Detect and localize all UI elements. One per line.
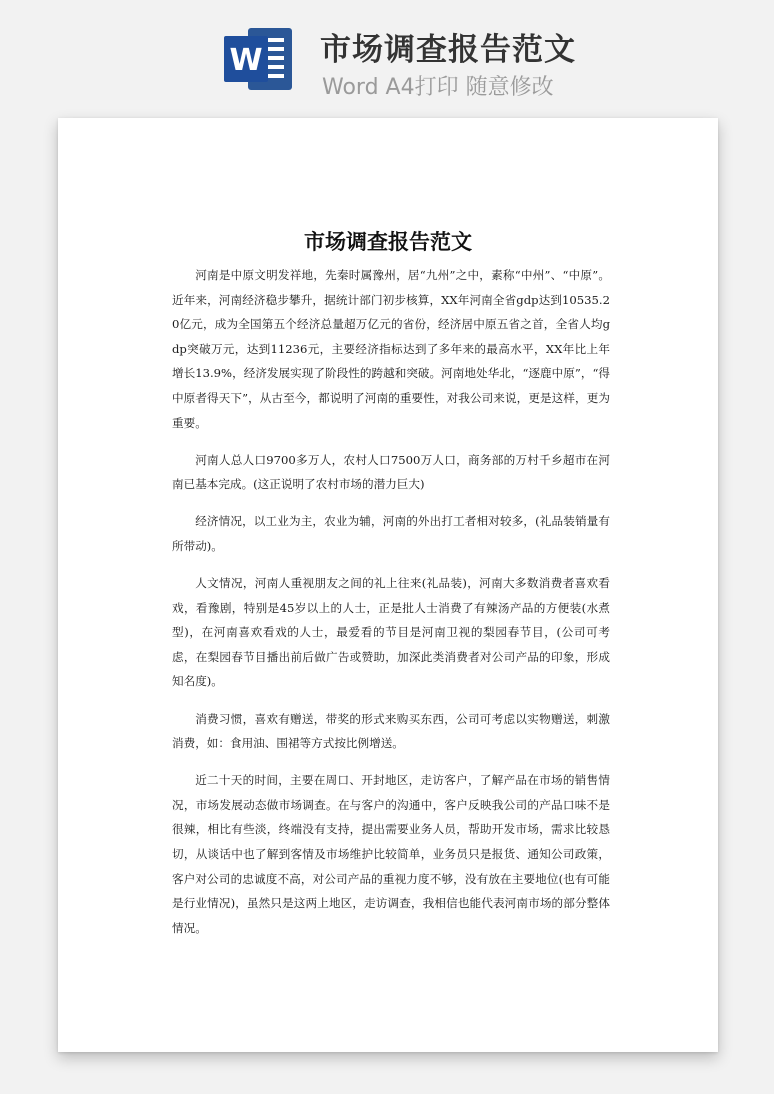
banner-title: 市场调查报告范文 bbox=[320, 32, 576, 68]
paragraph: 近二十天的时间，主要在周口、开封地区，走访客户，了解产品在市场的销售情况，市场发展动态做市场调查。在与客户的沟通中，客户反映我公司的产品口味不是很辣，相比有些淡，终端没有支持，提出需要业务人员，帮助开发市场，需求比较恳切，从谈话中也了解到客情及市场维护比较简单，业务员只是报货、通知公司政策，客户对公司的忠诚度不高，对公司产品的重视力度不够，没有放在主要地位(也有可能是行业情况)，虽然只是这两上地区，走访调查，我相信也能代表河南市场的部分整体情况。 bbox=[172, 773, 610, 935]
paragraph: 经济情况，以工业为主，农业为辅，河南的外出打工者相对较多，(礼品装销量有所带动)。 bbox=[172, 514, 610, 553]
word-logo-icon bbox=[222, 22, 294, 96]
word-logo-letter: W bbox=[229, 43, 263, 78]
paragraph: 河南是中原文明发祥地，先秦时属豫州，居“九州”之中，素称“中州”、“中原”。近年来，河南经济稳步攀升，据统计部门初步核算，XX年河南全省gdp达到10535.20亿元，成为全国第五个经济总量超万亿元的省份，经济居中原五省之首，全省人均gdp突破万元，达到11236元，主要经济指标达到了多年来的最高水平，XX年比上年增长13.9%，经济发展实现了阶段性的跨越和突破。河南地处华北，“逐鹿中原”，“得中原者得天下”，从古至今，都说明了河南的重要性，对我公司来说，更是这样，更为重要。 bbox=[172, 268, 610, 430]
document-page bbox=[58, 118, 718, 1052]
document-body bbox=[172, 263, 610, 953]
paragraph: 消费习惯，喜欢有赠送，带奖的形式来购买东西，公司可考虑以实物赠送，刺激消费，如：食用油、围裙等方式按比例增送。 bbox=[172, 711, 610, 751]
paragraph: 人文情况，河南人重视朋友之间的礼上往来(礼品装)，河南大多数消费者喜欢看戏，看豫剧，特别是45岁以上的人士，正是批人士消费了有辣汤产品的方便装(水煮型)，在河南喜欢看戏的人士，最爱看的节目是河南卫视的梨园春节目，(公司可考虑，在梨园春节目播出前后做广告或赞助，加深此类消费者对公司产品的印象，形成知名度)。 bbox=[172, 576, 610, 689]
header-banner bbox=[0, 0, 774, 112]
document-title: 市场调查报告范文 bbox=[304, 230, 472, 254]
paragraph: 河南人总人口9700多万人，农村人口7500万人口，商务部的万村千乡超市在河南已基本完成。(这正说明了农村市场的潜力巨大) bbox=[172, 452, 610, 492]
banner-subtitle: Word A4打印 随意修改 bbox=[322, 75, 554, 100]
